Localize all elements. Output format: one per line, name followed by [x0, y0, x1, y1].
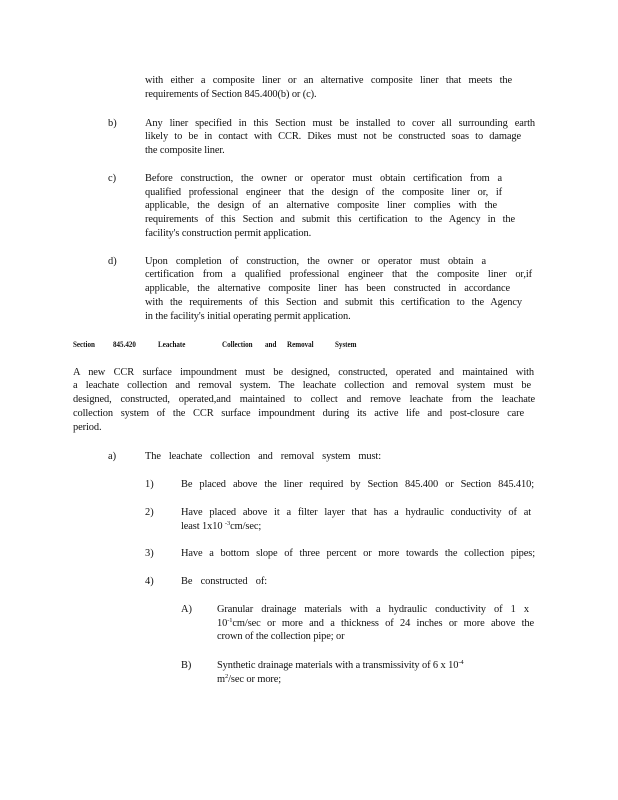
item-c-line-3: applicable, the design of an alternative composite liner complies with the [145, 200, 497, 211]
granular-base: 10 [217, 618, 228, 629]
hydraulic-exponent: -3 [224, 520, 231, 527]
section-paragraph-line-3: designed, constructed, operated,and maintained to collect and remove leachate from the leachate [73, 394, 535, 405]
item-c-line-5: facility's construction permit application. [145, 228, 312, 239]
sublist-b-line-2 [217, 673, 281, 686]
section-title-word-1: Leachate [158, 339, 186, 349]
item-d-line-2: certification from a qualified professional engineer that the composite liner or,if [145, 269, 532, 280]
list-item-3-label: 3) [145, 548, 154, 559]
sublist-b-label: B) [181, 660, 192, 671]
sublist-a-label: A) [181, 604, 192, 615]
sub-a-text: The leachate collection and removal system must: [145, 451, 381, 462]
section-title-word-3: and [265, 339, 277, 349]
hydraulic-unit: cm/sec; [230, 521, 262, 532]
list-item-4-text: Be constructed of: [181, 576, 267, 587]
section-title-word-4: Removal [287, 339, 314, 349]
list-item-1-label: 1) [145, 479, 154, 490]
item-d-line-1: Upon completion of construction, the owner or operator must obtain a [145, 256, 486, 267]
item-d-line-3: applicable, the alternative composite liner has been constructed in accordance [145, 283, 510, 294]
sublist-a-line-3: crown of the collection pipe; or [217, 631, 345, 642]
item-c-line-4: requirements of this Section and submit this certification to the Agency in the [145, 214, 515, 225]
item-c-label: c) [108, 173, 117, 184]
section-title-word-5: System [335, 339, 357, 349]
synthetic-unit-exponent: 2 [224, 673, 229, 680]
item-b-line-1: Any liner specified in this Section must be installed to cover all surrounding earth [145, 118, 535, 129]
sublist-a-line-2 [217, 617, 534, 630]
list-item-1-text: Be placed above the liner required by Section 845.400 or Section 845.410; [181, 479, 534, 490]
item-d-label: d) [108, 256, 117, 267]
section-title-word-2: Collection [222, 339, 253, 349]
item-c-line-1: Before construction, the owner or operator must obtain certification from a [145, 173, 502, 184]
synthetic-unit-base: m [217, 674, 225, 685]
item-b-label: b) [108, 118, 117, 129]
list-item-2-line-2 [181, 520, 261, 533]
section-paragraph-line-5: period. [73, 422, 102, 433]
list-item-2-label: 2) [145, 507, 154, 518]
section-paragraph-line-2: a leachate collection and removal system. The leachate collection and removal system must be [73, 380, 531, 391]
item-d-line-4: with the requirements of this Section and submit this certification to the Agency [145, 297, 522, 308]
granular-exponent: -1 [227, 617, 233, 624]
list-item-2-line-1: Have placed above it a filter layer that has a hydraulic conductivity of at [181, 507, 531, 518]
sublist-b-line-1 [217, 659, 464, 672]
list-item-4-label: 4) [145, 576, 154, 587]
hydraulic-value: least 1x10 [181, 521, 223, 532]
item-b-line-2: likely to be in contact with CCR. Dikes must not be constructed soas to damage [145, 131, 521, 142]
item-c-line-2: qualified professional engineer that the design of the composite liner or, if [145, 187, 502, 198]
synthetic-unit-rest: /sec or more; [228, 674, 282, 685]
intro-line-1: with either a composite liner or an alternative composite liner that meets the [145, 75, 512, 86]
section-paragraph-line-1: A new CCR surface impoundment must be designed, constructed, operated and maintained with [73, 367, 534, 378]
sublist-a-line-1: Granular drainage materials with a hydraulic conductivity of 1 x [217, 604, 529, 615]
synthetic-text: Synthetic drainage materials with a transmissivity of 6 x 10 [217, 660, 459, 671]
item-b-line-3: the composite liner. [145, 145, 225, 156]
granular-text: cm/sec or more and a thickness of 24 inches or more above the [232, 618, 534, 629]
item-d-line-5: in the facility's initial operating permit application. [145, 311, 351, 322]
intro-line-2: requirements of Section 845.400(b) or (c). [145, 89, 317, 100]
section-label: Section [73, 339, 95, 349]
synthetic-exponent: -4 [458, 659, 464, 666]
list-item-3-text: Have a bottom slope of three percent or more towards the collection pipes; [181, 548, 535, 559]
sub-a-label: a) [108, 451, 117, 462]
section-number: 845.420 [113, 339, 136, 349]
section-paragraph-line-4: collection system of the CCR surface impoundment during its active life and post-closure care [73, 408, 524, 419]
